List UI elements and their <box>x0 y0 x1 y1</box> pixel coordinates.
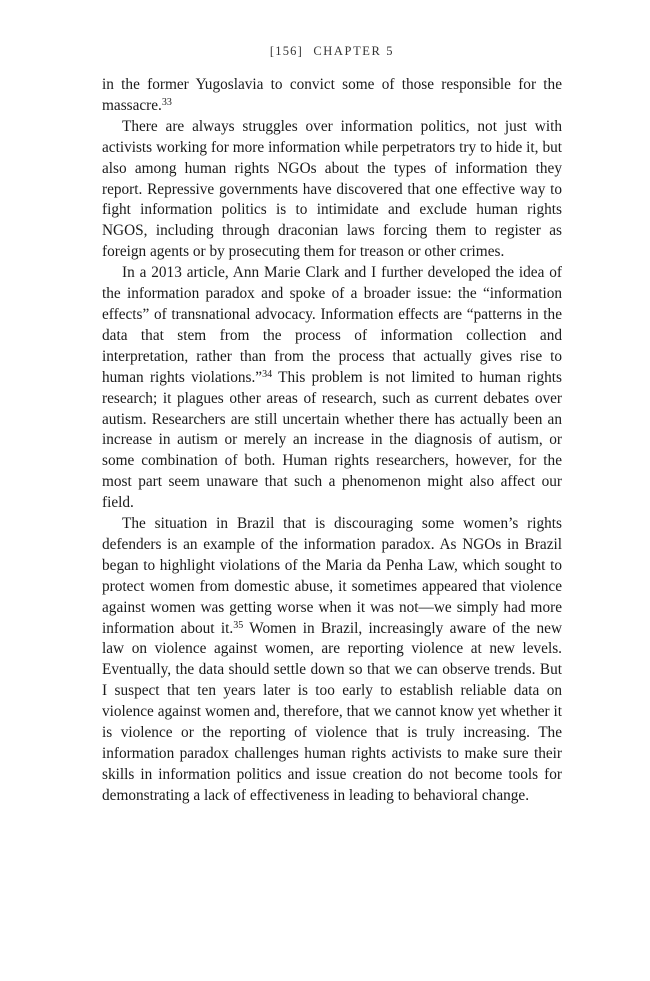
paragraph-text: This problem is not limited to human rights research; it plagues other areas of research, such as current debates over autism. Researchers are still uncertain whether there has actually been an increase in autism or merely an increase in the diagnosis of autism, or some combination of both. Human rights researchers, however, for the most part seem unaware that such a phenomenon might also affect our field. <box>102 368 563 512</box>
footnote-ref-33: 33 <box>161 96 172 108</box>
book-page <box>102 44 562 807</box>
paragraph-text: in the former Yugoslavia to convict some of those responsible for the massacre. <box>102 76 562 114</box>
page-number: [156] <box>269 44 303 58</box>
paragraph-text: Women in Brazil, increasingly aware of the new law on violence against women, are reporting violence at new levels. Eventually, the data should settle down so that we can observe trends. But I suspect that ten years later is too early to establish reliable data on violence against women and, therefore, that we cannot know yet whether it is violence or the reporting of violence that is truly increasing. The information paradox challenges human rights activists to make sure their skills in information politics and issue creation do not become tools for demonstrating a lack of effectiveness in leading to behavioral change. <box>102 619 562 804</box>
paragraph-text: In a 2013 article, Ann Marie Clark and I further developed the idea of the information paradox and spoke of a broader issue: the “information effects” of transnational advocacy. Information effects are “patterns in the data that stem from the process of information collection and interpretation, rather than from the process that actually gives rise to human rights violations.” <box>102 264 562 386</box>
footnote-ref-35: 35 <box>233 619 244 631</box>
body-text <box>102 75 562 807</box>
paragraph-1 <box>102 75 562 117</box>
paragraph-4 <box>102 514 562 807</box>
paragraph-text: The situation in Brazil that is discouraging some women’s rights defenders is an example of the information paradox. As NGOs in Brazil began to highlight violations of the Maria da Penha Law, which sought to protect women from domestic abuse, it sometimes appeared that violence against women was getting worse when it was not—we simply had more information about it. <box>102 515 562 637</box>
footnote-ref-34: 34 <box>262 368 273 380</box>
running-head <box>102 44 562 66</box>
chapter-label: CHAPTER 5 <box>313 44 395 58</box>
paragraph-text: There are always struggles over information politics, not just with activists working for more information while perpetrators try to hide it, but also among human rights NGOs about the types of information they report. Repressive governments have discovered that one effective way to fight information politics is to intimidate and exclude human rights NGOS, including through draconian laws forcing them to register as foreign agents or by prosecuting them for treason or other crimes. <box>102 117 562 261</box>
paragraph-2 <box>102 117 562 263</box>
paragraph-3 <box>102 263 562 514</box>
